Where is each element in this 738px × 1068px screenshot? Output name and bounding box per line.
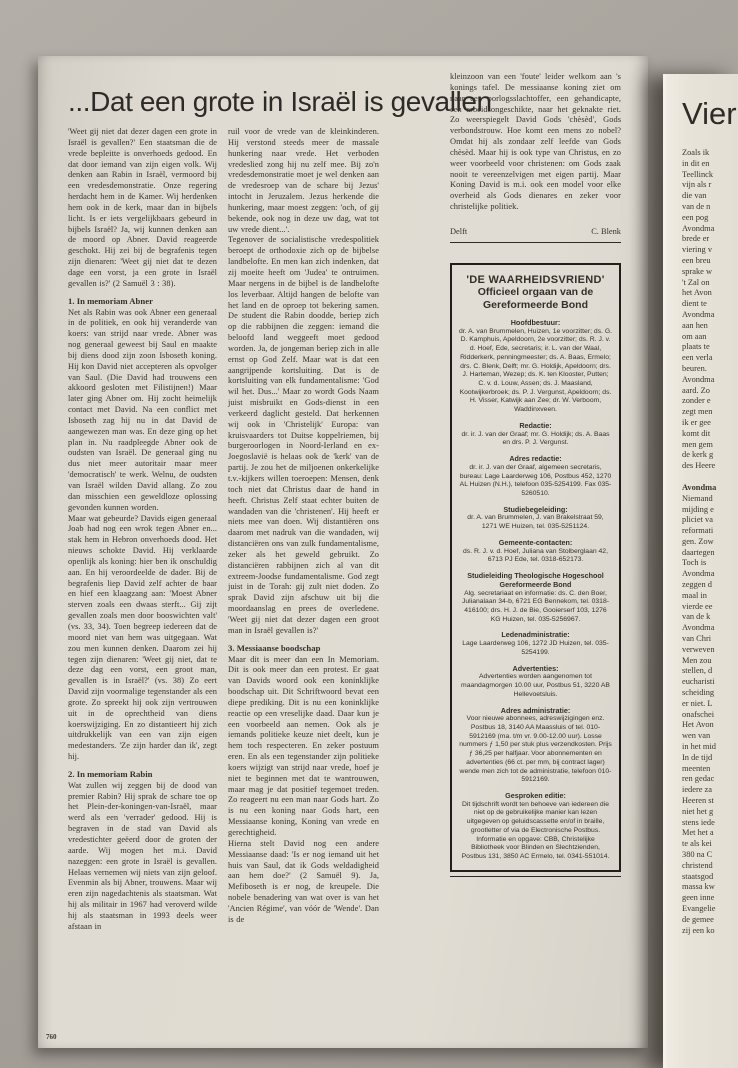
colophon-section-body: Advertenties worden aangenomen tot maandagmorgen 10.00 uur, Postbus 51, 3220 AB Hellevoetsluis. bbox=[461, 673, 610, 698]
section-heading: 1. In memoriam Abner bbox=[68, 295, 153, 306]
adjacent-page-line-fragment: de kerk g bbox=[682, 450, 714, 460]
paragraph: Wat zullen wij zeggen bij de dood van premier Rabin? Hij sprak de schare toe op het Plein-der-koningen-van-Israël, maar werd als een 'verrader' gedood. Hij is begraven in de stad van David als vredestichter geëerd door de groten der aarde. Wij mogen het m.i. David nazeggen: een grote in Israël is gevallen. Helaas vernemen wij niets van zijn geloof. Evenmin als bij Abner, trouwens. Maar wij eren zijn nagedachtenis als staatsman. Wat hij als militair in 1967 had veroverd wilde hij als staatsman in 1993 deels weer afstaan in bbox=[68, 780, 217, 931]
adjacent-page-line-fragment: te als kei bbox=[682, 839, 712, 849]
colophon-section-heading: Studiebegeleiding: bbox=[503, 504, 568, 514]
adjacent-page-line-fragment: staatsgod bbox=[682, 871, 714, 881]
colophon-section-body: Lage Laarderweg 106, 1272 JD Huizen, tel. 035-5254199. bbox=[462, 640, 609, 656]
adjacent-page-line-fragment: Toch is bbox=[682, 558, 707, 568]
article-signature bbox=[450, 227, 621, 236]
adjacent-page-line-fragment: Zoals ik bbox=[682, 148, 710, 157]
adjacent-page-line-fragment: Avondma bbox=[682, 569, 715, 579]
colophon-section bbox=[459, 422, 612, 448]
adjacent-page-line-fragment: Avondma bbox=[682, 623, 715, 633]
adjacent-page-line-fragment: komt dit bbox=[682, 428, 711, 438]
colophon-section-body: ds. R. J. v. d. Hoef, Juliana van Stolberglaan 42, 6713 PJ Ede, tel. 0318-652173. bbox=[463, 547, 608, 564]
page-number: 760 bbox=[46, 1033, 57, 1041]
adjacent-page-line-fragment: des Heere bbox=[682, 461, 716, 471]
adjacent-page-line-fragment: vijn als r bbox=[682, 180, 712, 190]
adjacent-page-line-fragment: daartegen bbox=[682, 547, 715, 557]
adjacent-page-line-fragment: pliciet va bbox=[682, 515, 713, 525]
colophon-section-heading: Gesproken editie: bbox=[505, 790, 566, 800]
adjacent-page-line-fragment: Evangelie bbox=[682, 903, 716, 913]
paragraph: Maar wat gebeurde? Davids eigen generaal Joab had nog een wrok tegen Abner en... stak hem in Hebron onverhoeds dood. Het nieuws schokte David. Hij verklaarde openlijk als koning: hier ben ik onschuldig aan. En hij veroordeelde de dader. Bij de begrafenis liep David zelf achter de baar en hief een klaagzang aan: 'Moest Abner sterven zoals een dwaas sterft... Gij zijt gevallen zoals men door booswichten valt' (vs. 33, 34). Toen begreep iedereen dat de moord niet van hem was uitgegaan. Wat zou men kunnen denken. Daarom zei hij tegen zijn dienaren: 'Weet gij niet, dat te deze dag een vorst, een groot man, gevallen is in Israël?' (vs. 38) Zo eert David zijn voormalige tegenstander als een grote. Zo spreekt hij ook zijn vertrouwen uit in de oprechtheid van diens koerswijziging. En zo distantieert hij zich uitdrukkelijk van een van zijn eigen medestanders. 'Ze zijn harder dan ik', zegt hij. bbox=[68, 513, 217, 762]
adjacent-page-line-fragment: in dit en bbox=[682, 158, 710, 168]
adjacent-page-line-fragment: beuren. bbox=[682, 363, 707, 373]
adjacent-page-line-fragment: geen inne bbox=[682, 893, 715, 903]
section-heading: 2. In memoriam Rabin bbox=[68, 768, 153, 779]
adjacent-page-line-fragment: meenten bbox=[682, 763, 711, 773]
colophon-sections bbox=[459, 319, 612, 862]
adjacent-page-line-fragment: wen van bbox=[682, 731, 711, 741]
adjacent-page-line-fragment: Avondma bbox=[682, 309, 715, 319]
colophon-title: 'DE WAARHEIDSVRIEND' bbox=[466, 273, 605, 286]
adjacent-page-line-fragment: iedere za bbox=[682, 785, 712, 795]
adjacent-page-line-fragment: Avondma bbox=[682, 223, 715, 233]
colophon-section-heading: Adres administratie: bbox=[500, 705, 571, 715]
adjacent-page-line-fragment: 't Zal on bbox=[682, 277, 710, 287]
signature-divider bbox=[450, 242, 621, 243]
adjacent-page-line-fragment: zij een ko bbox=[682, 925, 715, 935]
adjacent-page-line-fragment: massa kw bbox=[682, 882, 715, 892]
adjacent-page-line-fragment: 380 na C bbox=[682, 850, 713, 859]
colophon-section-heading: Adres redactie: bbox=[509, 454, 562, 463]
section-heading: 3. Messiaanse boodschap bbox=[228, 642, 321, 653]
colophon-section bbox=[459, 319, 612, 415]
adjacent-page-line-fragment: In de tijd bbox=[682, 752, 713, 762]
adjacent-page-line-fragment: aan hen bbox=[682, 320, 708, 330]
adjacent-page-line-fragment: Het Avon bbox=[682, 720, 714, 730]
colophon-section-body: Dit tijdschrift wordt ten behoeve van iedereen die niet op de gebruikelijke manier kan lezen uitgegeven op geluidscassette en/of in braille, grootletter of via de Electronische Postbus. Informatie en opgave: CBB, Christelijke Bibliotheek voor Blinden en Slechtzienden, Postbus 131, 3850 AC Ermelo, tel. 0341-551014. bbox=[461, 800, 610, 860]
adjacent-page-line-fragment: aard. Zo bbox=[682, 385, 710, 395]
adjacent-page-line-fragment: men gem bbox=[682, 439, 713, 449]
colophon-subtitle-line1: Officieel orgaan van de bbox=[477, 285, 594, 298]
adjacent-page-line-fragment: verweven bbox=[682, 644, 715, 654]
adjacent-page-line-fragment: van de k bbox=[682, 612, 711, 622]
colophon-section-heading: Studieleiding Theologische Hogeschool Gereformeerde Bond bbox=[467, 571, 604, 589]
colophon-subtitle-line2: Gereformeerde Bond bbox=[482, 298, 589, 311]
adjacent-page-line-fragment: van Chri bbox=[682, 634, 712, 644]
colophon-section bbox=[459, 707, 612, 785]
article-column-3 bbox=[450, 72, 621, 877]
adjacent-page-line-fragment: Men zou bbox=[682, 655, 712, 665]
paragraph: Maar dit is meer dan een In Memoriam. Dit is ook meer dan een protest. Er gaat van Davids woord ook een koninklijke boodschap uit. Dit Schriftwoord bevat een diepe prediking. Dit is nu een koninklijke reactie op een vreselijke daad. Daar kun je een voorbeeld aan nemen. Ook als je iemands politieke keuze niet deelt, kun je hem toch respecteren. En zeker postuum eren. En als een tegenstander zijn politieke koers wijzigt van strijd naar vrede, hoef je niet te beginnen met dat te wantrouwen, maar mag je dat positief tegemoet treden. Zo reageert nu een man naar Gods hart. Zo is nu een koning naar Gods hart, een Messiaanse koning, Koning van vrede en gerechtigheid. bbox=[228, 654, 379, 837]
colophon-section-heading: Gemeente-contacten: bbox=[498, 537, 573, 547]
adjacent-page-title: Vier bbox=[682, 96, 737, 131]
adjacent-page-line-fragment: ik er gee bbox=[682, 417, 711, 427]
adjacent-page-line-fragment: plaats te bbox=[682, 342, 710, 352]
colophon-bottom-rule bbox=[450, 876, 621, 877]
colophon-section bbox=[459, 572, 612, 624]
adjacent-page-line-fragment: reformati bbox=[682, 526, 714, 536]
adjacent-page-line-fragment: scheiding bbox=[682, 688, 715, 698]
paragraph: 'Weet gij niet dat dezer dagen een grote in Israël is gevallen?' Een staatsman die de vrede bepleitte is onverhoeds gedood. En dat door iemand van zijn eigen volk. Wij denken aan Rabin in Israël, vermoord bij een vredesdemonstratie. Onze regering herdacht hem in de Kamer. Wij herdenken hem ook in de kerk, maar dan in bijbels licht. Is er iets vergelijkbaars gebeurd in bijbels Israël? Ja, wij kunnen denken aan de moord op Abner. David reageerde geschokt. Hij zei bij de begrafenis tegen zijn dienaren: 'Weet gij niet dat te dezen dage een vorst, ja een grote in Israël gevallen is?' (2 Samuël 3 : 38). bbox=[68, 127, 217, 288]
paragraph: kleinzoon van een 'foute' leider welkom aan 's konings tafel. De messiaanse koning ziet om naar een oorlogsslachtoffer, een gehandicapte, een arbeidsongeschikte, naar het geknakte riet. Zo weerspiegelt David Gods 'chèsèd', Gods verbondstrouw. Hoe komt een mens zo nobel? Omdat hij als zondaar zelf leefde van Gods chèsèd. Maar hij is ook type van Christus, en zo weer voorbeeld voor christenen: om Gods zaak nooit te vereenzelvigen met eigen partij. Maar Koning David is m.i. ook een model voor elke overheid als Gods dienares en zeker voor christelijke politiek. bbox=[450, 72, 621, 212]
colophon-section-heading: Redactie: bbox=[519, 420, 552, 430]
adjacent-page-line-fragment: ren gedac bbox=[682, 774, 715, 784]
adjacent-page-line-fragment: het Avon bbox=[682, 288, 712, 298]
article-column-2 bbox=[228, 127, 379, 926]
adjacent-page-line-fragment: mijding e bbox=[682, 504, 714, 514]
adjacent-page-line-fragment: er niet. L bbox=[682, 698, 713, 708]
paragraph: ruil voor de vrede van de kleinkinderen. Hij verstond steeds meer de massale hunkering naar vrede. Het verboden vredeslied zong hij nu zelf mee. Bij zo'n vredesdemonstratie moet je wel denken aan de vredesroep van de schare bij Jezus' intocht in Jeruzalem. Jezus herkende die hunkering, maar moest zeggen: 'och, of gij bekende, ook nog in deze uw dag, wat tot uw vrede dient...'. bbox=[228, 127, 379, 234]
article-column-3-text bbox=[450, 72, 621, 213]
colophon-section-body: dr. A. van Brummelen, Huizen, 1e voorzitter; ds. G. D. Kamphuis, Apeldoorn, 2e voorzitter; ds. R. J. v. d. Hoef, Ede, secretaris; ir. L. van der Waal, Ridderkerk, penningmeester; ds. A. Baas, Ermelo; drs. C. Blenk, Delft; mr. G. Holdijk, Apeldoorn; drs. J. Harteman, Wezep; ds. K. ten Klooster, Putten; C. v. d. Louw, Assen; ds. J. Maasland, Kootwijkerbroek; ds. P. J. Vergunst, Apeldoorn; ds. H. Visser, Katwijk aan Zee; dr. W. Verboom, Waddinxveen. bbox=[459, 327, 612, 414]
adjacent-page-line-fragment: stens iede bbox=[682, 817, 715, 827]
adjacent-page-text bbox=[682, 148, 738, 936]
adjacent-page-line-fragment: vierde ee bbox=[682, 601, 713, 611]
adjacent-page-line-fragment: de gemee bbox=[682, 914, 714, 924]
colophon-section-heading: Hoofdbestuur: bbox=[510, 317, 561, 327]
colophon-section-body: dr. ir. J. van der Graaf; mr. G. Holdijk; ds. A. Baas en drs. P. J. Vergunst. bbox=[461, 430, 610, 447]
adjacent-page-line-fragment: Heeren st bbox=[682, 796, 714, 806]
paragraph: Net als Rabin was ook Abner een generaal in de politiek, en ook hij veranderde van koers: van strijd naar vrede. Abner was nog generaal geweest bij Saul en maakte bij diens dood zijn zoon Isboseth koning. Hij kon David niet accepteren als opvolger van Saul. (Die David had trouwens een akkoord gesloten met Filistijnen!) Maar later ging Abner om. Hij zocht heimelijk contact met David. Na een conflict met Isboseth zag hij nu in dat David de aangewezen man was. En deze ging op het plan in. Nu raadpleegde Abner ook de oudsten van Israël. De generaal ging nu dus niet meer autoritair maar meer 'democratisch' te werk. Welnu, de oudsten van Israël wilden David allang. Zo zou dan misschien een geweldloze oplossing gevonden kunnen worden. bbox=[68, 307, 217, 512]
adjacent-page-line-fragment: dient te bbox=[682, 299, 707, 309]
adjacent-page-line-fragment: een verla bbox=[682, 353, 713, 363]
article-title: ...Dat een grote in Israël is gevallen bbox=[68, 86, 492, 117]
signature-author: C. Blenk bbox=[591, 226, 621, 236]
adjacent-page-line-fragment: zonder e bbox=[682, 396, 711, 406]
adjacent-page-line-fragment: die van bbox=[682, 191, 707, 201]
adjacent-page-line-fragment: onafschei bbox=[682, 709, 715, 719]
adjacent-page-line-fragment: een breu bbox=[682, 255, 711, 265]
signature-place: Delft bbox=[450, 226, 468, 236]
colophon-section bbox=[459, 665, 612, 700]
adjacent-page-line-fragment: in het mid bbox=[682, 742, 716, 752]
colophon-section-body: Voor nieuwe abonnees, adreswijzigingen enz. Postbus 18, 3140 AA Maassluis of tel. 010-5912169 (ma. t/m vr. 9.00-12.00 uur). Losse nummers ƒ 1,50 per stuk plus verzendkosten. Prijs ƒ 36,25 per halfjaar. Voor abonnementen en advertenties (66 ct. per mm, bij contract lager) wende men zich tot de administratie, telefoon 010-5912169. bbox=[459, 715, 612, 784]
colophon-section bbox=[459, 539, 612, 565]
adjacent-page-line-fragment: van de n bbox=[682, 201, 711, 211]
colophon-box bbox=[450, 263, 621, 872]
adjacent-page bbox=[663, 74, 738, 1068]
adjacent-page-line-fragment: eucharisti bbox=[682, 677, 715, 687]
adjacent-page-line-fragment: gen. Zow bbox=[682, 536, 714, 546]
colophon-section bbox=[459, 631, 612, 657]
colophon-section bbox=[459, 792, 612, 862]
colophon-section-body: Alg. secretariaat en informatie: ds. C. den Boer, Julianalaan 34-b, 6721 EG Bennekom, tel. 0318-416100; drs. H. J. de Bie, Gooierserf 103, 1276 KG Huizen, tel. 035-5256967. bbox=[462, 589, 609, 623]
adjacent-page-line-fragment: maal in bbox=[682, 590, 707, 600]
colophon-section bbox=[459, 455, 612, 499]
adjacent-page-line-fragment: viering v bbox=[682, 245, 713, 255]
adjacent-page-line-fragment: Niemand bbox=[682, 493, 713, 503]
adjacent-page-line-fragment: niet het g bbox=[682, 806, 714, 816]
adjacent-page-line-fragment: Avondma bbox=[682, 374, 715, 384]
adjacent-page-line-fragment: sprake w bbox=[682, 266, 712, 276]
adjacent-page-line-fragment: christend bbox=[682, 860, 713, 870]
adjacent-page-line-fragment: stellen, d bbox=[682, 666, 713, 676]
adjacent-page-line-fragment: een pog bbox=[682, 212, 709, 222]
adjacent-page-line-fragment: zeggen d bbox=[682, 580, 712, 590]
colophon-section-body: dr. ir. J. van der Graaf, algemeen secretaris, bureau: Lage Laarderweg 106, Postbus 452, 1270 AL Huizen (N.H.), telefoon 035-5254199. Fax 035-5260510. bbox=[459, 463, 612, 497]
adjacent-page-line-fragment: Met het a bbox=[682, 828, 714, 838]
adjacent-page-line-fragment: Teellinck bbox=[682, 169, 714, 179]
colophon-section-heading: Advertenties: bbox=[512, 663, 559, 673]
colophon-section-heading: Ledenadministratie: bbox=[501, 630, 570, 640]
colophon-section bbox=[459, 506, 612, 532]
paragraph: Tegenover de socialistische vredespolitiek beroept de orthodoxie zich op de bijbelse landbelofte. En men kan zich indenken, dat zij moeite heeft om 'Judea' te ontruimen. Maar nergens in de bijbel is de landbelofte los leverbaar. Altijd hangen de belofte van het land en de oproep tot bekering samen. De student die Rabin doodde, beriep zich op die rabbijnen die zeggen: iemand die beloofd land weggeeft moet gedood worden. Ja, de jongeman beriep zich in alle ernst op God Zelf. Maar wat is dat een aangrijpende kortsluiting. Dat is de kortsluiting van elk fundamentalisme: 'God wil het. Dus...' Maar zo wordt Gods Naam juist misbruikt en Gods-dienst in een verkeerd daglicht gesteld. Dat herkennen wij ook in 'Christelijk' Europa: van kruisvaarders tot Duitse koppelriemen, bij burgeroorlogen in Noord-Ierland en ex-Joegoslavië is helaas ook de 'kerk' van de partij. Je zou het de miljoenen onkerkelijke t.v.-kijkers willen toeroepen: Mensen, denk toch niet dat Christus daar de hand in heeft. Christus Zelf staat echter buiten de wandaden van die 'christenen'. Hij heeft er niets mee van doen. Wij distantiëren ons daarom met nadruk van die wandaden, wij distanciëren ons van zulk fundamentalisme, zeker als het geweld gebruikt. Zo distanciëren rabbijnen zich al van dit extreem-Joodse fundamentalisme. God zegt juist in de Torah: gij zult niet doden. Zo sprak David zijn afschuw uit bij die moordaanslag en prees de overledene. 'Weet gij niet dat dezer dagen een groot man in Israël gevallen is?' bbox=[228, 235, 379, 635]
paragraph: Hierna stelt David nog een andere Messiaanse daad: 'Is er nog iemand uit het huis van Saul, dat ik Gods weldadigheid aan hem doe?' (2 Samuël 9). Ja, Mefiboseth is er nog, de kreupele. Die nobele benadering van wat over is van het 'Ancien Régime', van vóór de 'Wende'. Dan is de bbox=[228, 838, 379, 924]
colophon-section-body: dr. A. van Brummelen, J. van Brakelstraat 59, 1271 WE Huizen, tel. 035-5251124. bbox=[467, 514, 604, 531]
adjacent-page-heading-fragment: Avondma bbox=[682, 482, 717, 492]
magazine-page bbox=[38, 56, 648, 1048]
adjacent-page-line-fragment: om aan bbox=[682, 331, 707, 341]
adjacent-page-line-fragment: zegt men bbox=[682, 407, 713, 417]
adjacent-page-line-fragment: brede er bbox=[682, 234, 710, 244]
article-column-1 bbox=[68, 127, 217, 933]
